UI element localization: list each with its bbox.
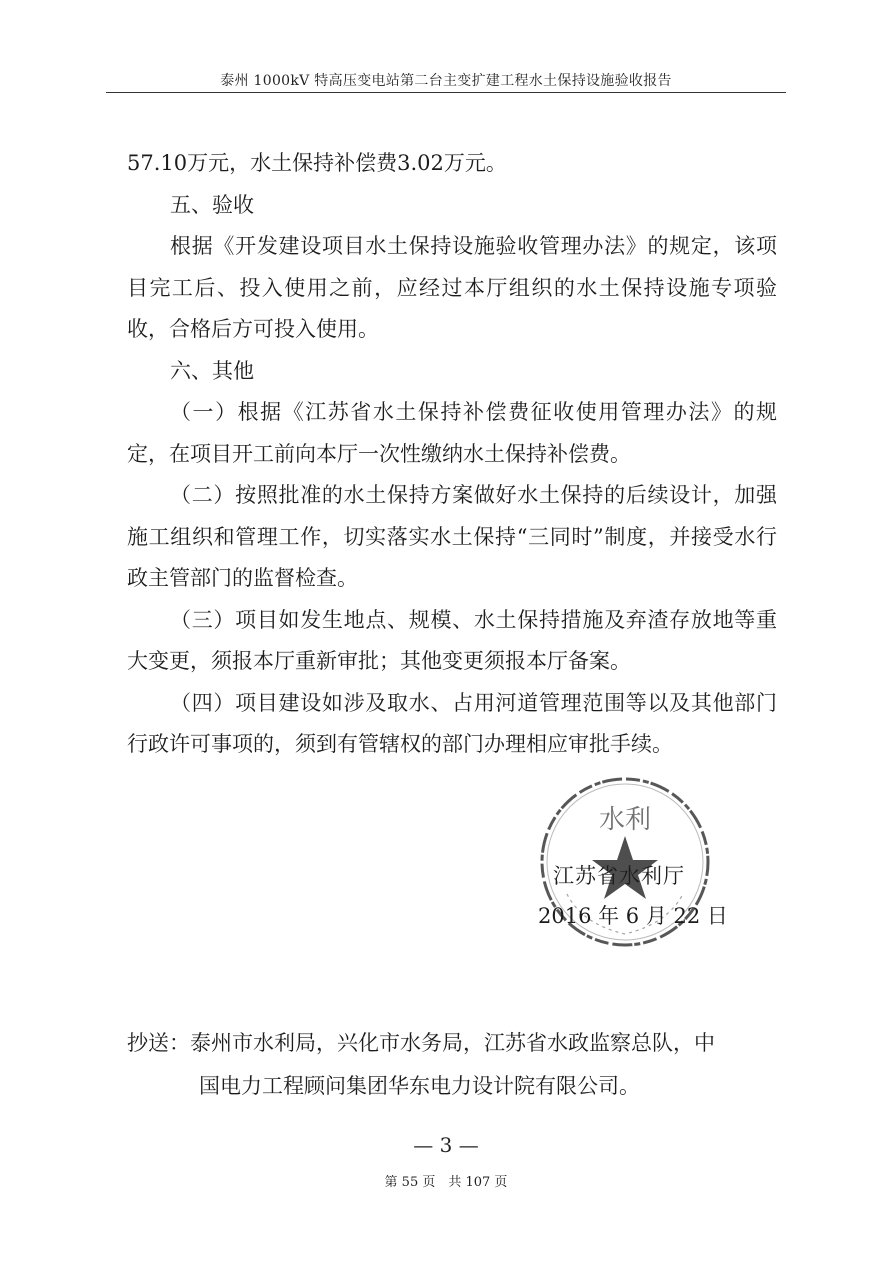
signing-organization: 江苏省水利厅: [553, 864, 685, 888]
cc-line-2: 国电力工程顾问集团华东电力设计院有限公司。: [199, 1074, 640, 1098]
stamp-arc-text: 水利: [598, 805, 652, 835]
item-1-paragraph: （一）根据《江苏省水土保持补偿费征收使用管理办法》的规定，在项目开工前向本厅一次性缴纳水土保持补偿费。: [127, 400, 777, 466]
section-6-heading: 六、其他: [170, 358, 254, 383]
cc-recipients: [127, 1022, 777, 1108]
signing-date: 2016 年 6 月 22 日: [538, 904, 728, 928]
page-count: 第 55 页 共 107 页: [384, 1175, 508, 1190]
header-rule: [106, 92, 786, 93]
section-5-paragraph: 根据《开发建设项目水土保持设施验收管理办法》的规定，该项目完工后、投入使用之前，应经过本厅组织的水土保持设施专项验收，合格后方可投入使用。: [127, 234, 777, 341]
item-3-paragraph: （三）项目如发生地点、规模、水土保持措施及弃渣存放地等重大变更，须报本厅重新审批；其他变更须报本厅备案。: [127, 607, 777, 673]
item-4-paragraph: （四）项目建设如涉及取水、占用河道管理范围等以及其他部门行政许可事项的，须到有管辖权的部门办理相应审批手续。: [127, 690, 777, 756]
item-2-paragraph: （二）按照批准的水土保持方案做好水土保持的后续设计，加强施工组织和管理工作，切实落实水土保持“三同时”制度，并接受水行政主管部门的监督检查。: [127, 483, 777, 590]
cc-line-1: 抄送：泰州市水利局，兴化市水务局，江苏省水政监察总队，中: [127, 1031, 715, 1055]
report-header-title: 泰州 1000kV 特高压变电站第二台主变扩建工程水土保持设施验收报告: [220, 73, 672, 89]
document-body: [127, 143, 777, 766]
section-5-heading: 五、验收: [170, 192, 254, 217]
page-number: — 3 —: [413, 1133, 479, 1157]
fee-line: 57.10万元，水土保持补偿费3.02万元。: [127, 151, 507, 175]
